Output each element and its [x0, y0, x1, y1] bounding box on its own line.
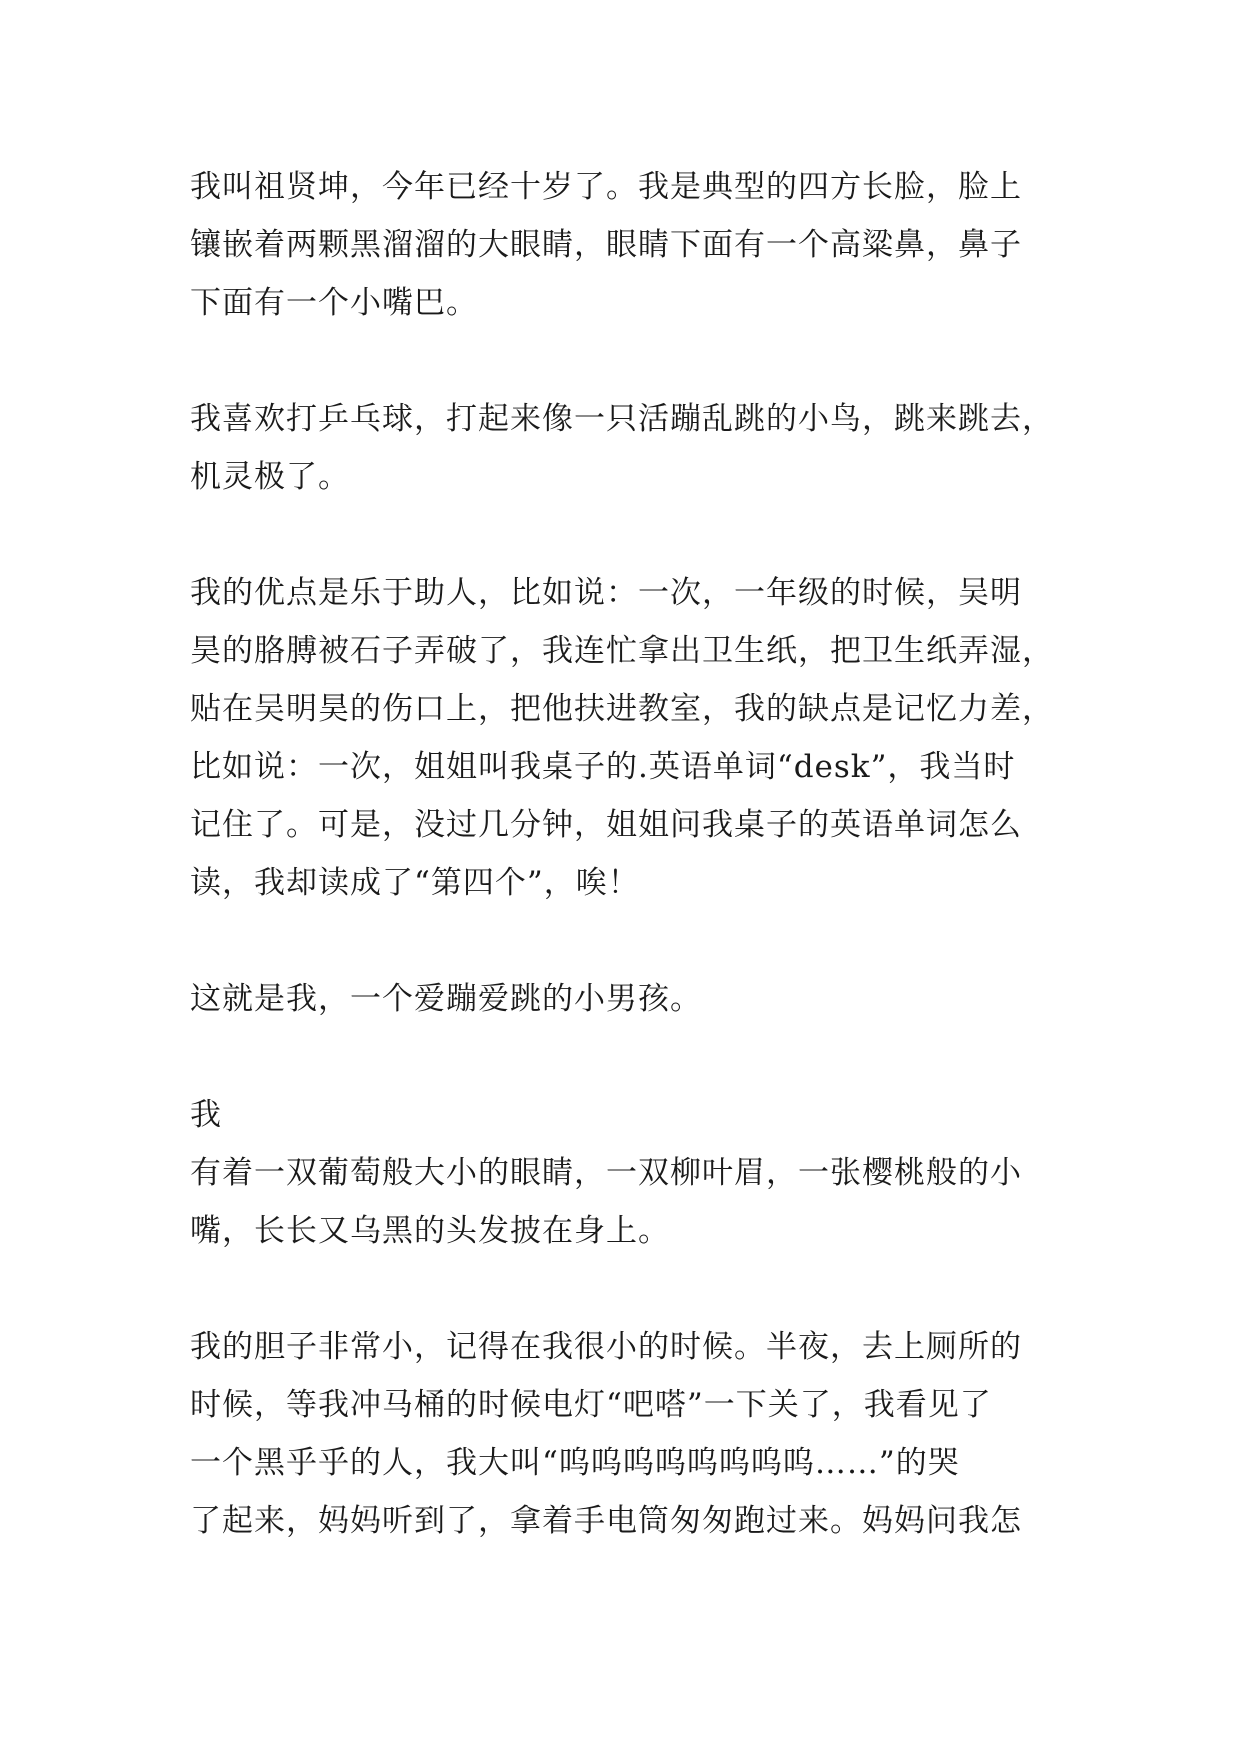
paragraph-5 — [190, 1086, 1060, 1144]
paragraph-line: 机灵极了。 — [190, 459, 350, 495]
paragraph-line: 比如说：一次，姐姐叫我桌子的.英语单词“desk”，我当时 — [190, 749, 1016, 785]
paragraph-line: 记住了。可是，没过几分钟，姐姐问我桌子的英语单词怎么 — [190, 807, 1022, 843]
paragraph-line: 下面有一个小嘴巴。 — [190, 285, 478, 321]
paragraph-3 — [190, 564, 1060, 912]
paragraph-line: 时候，等我冲马桶的时候电灯“吧嗒”一下关了，我看见了 — [190, 1387, 992, 1423]
paragraph-line: 了起来，妈妈听到了，拿着手电筒匆匆跑过来。妈妈问我怎 — [190, 1503, 1022, 1539]
paragraph-line: 读，我却读成了“第四个”，唉！ — [190, 865, 640, 901]
paragraph-line: 这就是我，一个爱蹦爱跳的小男孩。 — [190, 981, 702, 1017]
paragraph-4 — [190, 970, 1060, 1028]
paragraph-line: 一个黑乎乎的人，我大叫“呜呜呜呜呜呜呜呜……”的哭 — [190, 1445, 960, 1481]
paragraph-2 — [190, 390, 1060, 506]
paragraph-line: 嘴，长长又乌黑的头发披在身上。 — [190, 1213, 670, 1249]
paragraph-line: 昊的胳膊被石子弄破了，我连忙拿出卫生纸，把卫生纸弄湿， — [190, 633, 1054, 669]
paragraph-line: 有着一双葡萄般大小的眼睛，一双柳叶眉，一张樱桃般的小 — [190, 1155, 1022, 1191]
paragraph-line: 我 — [190, 1097, 222, 1133]
paragraph-line: 我叫祖贤坤，今年已经十岁了。我是典型的四方长脸，脸上 — [190, 169, 1022, 205]
paragraph-line: 我的优点是乐于助人，比如说：一次，一年级的时候，吴明 — [190, 575, 1022, 611]
paragraph-line: 我喜欢打乒乓球，打起来像一只活蹦乱跳的小鸟，跳来跳去， — [190, 401, 1054, 437]
paragraph-7 — [190, 1318, 1060, 1550]
document-body — [190, 158, 1060, 1608]
paragraph-line: 我的胆子非常小，记得在我很小的时候。半夜，去上厕所的 — [190, 1329, 1022, 1365]
paragraph-1 — [190, 158, 1060, 332]
paragraph-line: 贴在吴明昊的伤口上，把他扶进教室，我的缺点是记忆力差， — [190, 691, 1054, 727]
paragraph-6 — [190, 1144, 1060, 1260]
paragraph-line: 镶嵌着两颗黑溜溜的大眼睛，眼睛下面有一个高粱鼻，鼻子 — [190, 227, 1022, 263]
